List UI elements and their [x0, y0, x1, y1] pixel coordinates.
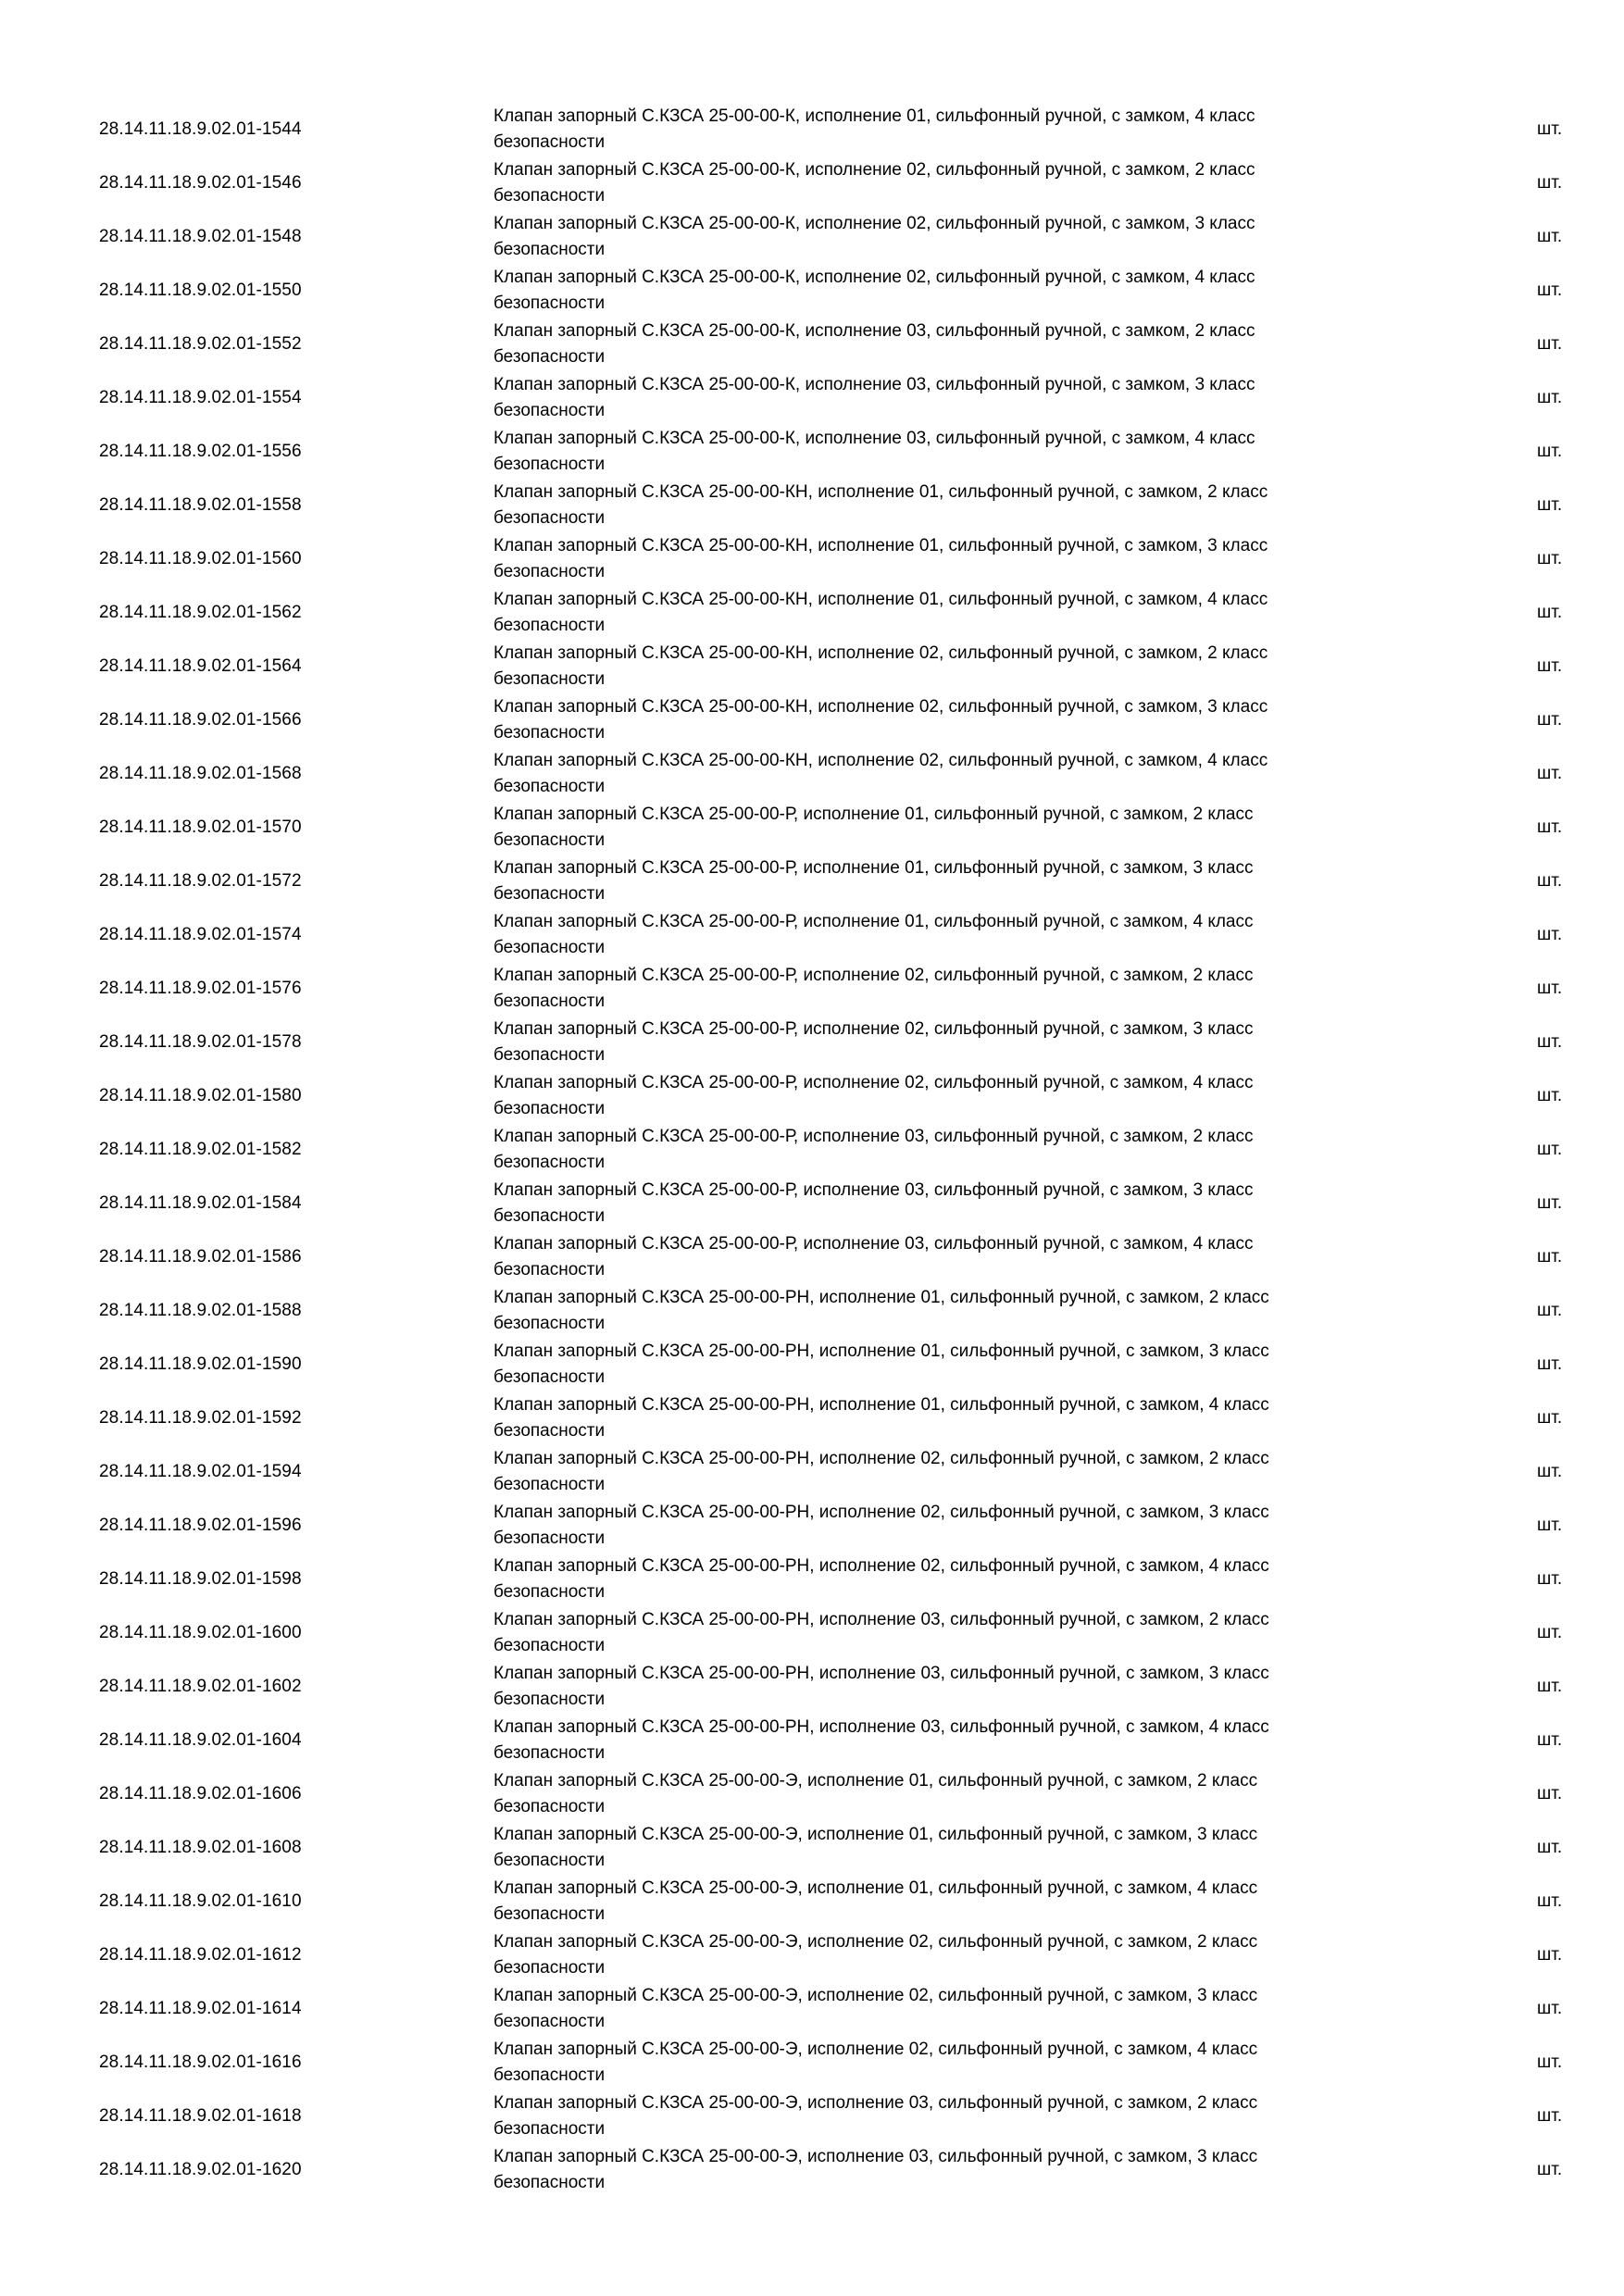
item-code: 28.14.11.18.9.02.01-1612	[99, 1945, 302, 1965]
item-description	[493, 1875, 1419, 1928]
table-row	[0, 586, 1624, 640]
item-description-line-1: Клапан запорный С.КЗСА 25-00-00-КН, исполнение 02, сильфонный ручной, с замком, 2 класс	[493, 643, 1268, 663]
item-description-line-2: безопасности	[493, 562, 606, 581]
item-code: 28.14.11.18.9.02.01-1564	[99, 656, 302, 676]
item-description-line-2: безопасности	[493, 1367, 606, 1387]
item-unit: шт.	[1537, 925, 1563, 944]
table-row	[0, 532, 1624, 586]
table-row	[0, 855, 1624, 908]
item-unit: шт.	[1537, 1140, 1563, 1159]
item-unit: шт.	[1537, 227, 1563, 246]
item-description-line-2: безопасности	[493, 1421, 606, 1441]
item-unit: шт.	[1537, 1408, 1563, 1428]
item-code: 28.14.11.18.9.02.01-1602	[99, 1677, 302, 1696]
item-description-line-2: безопасности	[493, 1797, 606, 1816]
item-description-line-1: Клапан запорный С.КЗСА 25-00-00-Э, исполнение 02, сильфонный ручной, с замком, 2 класс	[493, 1932, 1258, 1952]
table-row	[0, 1177, 1624, 1230]
item-unit: шт.	[1537, 1838, 1563, 1857]
item-description-line-1: Клапан запорный С.КЗСА 25-00-00-Э, исполнение 03, сильфонный ручной, с замком, 3 класс	[493, 2147, 1258, 2166]
item-description-line-2: безопасности	[493, 132, 606, 152]
item-description-line-2: безопасности	[493, 938, 606, 957]
item-description	[493, 2143, 1419, 2196]
table-row	[0, 318, 1624, 371]
item-code: 28.14.11.18.9.02.01-1586	[99, 1247, 302, 1267]
item-description-line-1: Клапан запорный С.КЗСА 25-00-00-РН, исполнение 02, сильфонный ручной, с замком, 2 класс	[493, 1449, 1269, 1468]
table-row	[0, 2143, 1624, 2197]
item-description	[493, 1284, 1419, 1337]
table-row	[0, 1338, 1624, 1391]
item-description-line-2: безопасности	[493, 1153, 606, 1172]
item-description-line-1: Клапан запорный С.КЗСА 25-00-00-К, исполнение 02, сильфонный ручной, с замком, 2 класс	[493, 160, 1255, 180]
item-description-line-2: безопасности	[493, 508, 606, 528]
item-unit: шт.	[1537, 1301, 1563, 1320]
table-row	[0, 1499, 1624, 1553]
item-description	[493, 1069, 1419, 1122]
item-description-line-2: безопасности	[493, 2012, 606, 2031]
item-unit: шт.	[1537, 1569, 1563, 1589]
item-description	[493, 318, 1419, 370]
table-row	[0, 2036, 1624, 2090]
item-description-line-1: Клапан запорный С.КЗСА 25-00-00-КН, исполнение 02, сильфонный ручной, с замком, 4 класс	[493, 751, 1268, 770]
item-unit: шт.	[1537, 1784, 1563, 1803]
item-description	[493, 103, 1419, 156]
item-description-line-2: безопасности	[493, 1099, 606, 1118]
item-description-line-2: безопасности	[493, 455, 606, 474]
item-description-line-1: Клапан запорный С.КЗСА 25-00-00-Э, исполнение 02, сильфонный ручной, с замком, 4 класс	[493, 2040, 1258, 2059]
table-row	[0, 264, 1624, 318]
item-description-line-1: Клапан запорный С.КЗСА 25-00-00-КН, исполнение 01, сильфонный ручной, с замком, 4 класс	[493, 590, 1268, 609]
item-code: 28.14.11.18.9.02.01-1560	[99, 549, 302, 568]
item-unit: шт.	[1537, 281, 1563, 300]
item-description	[493, 479, 1419, 531]
item-unit: шт.	[1537, 1462, 1563, 1481]
item-unit: шт.	[1537, 1730, 1563, 1750]
item-description	[493, 855, 1419, 907]
item-code: 28.14.11.18.9.02.01-1580	[99, 1086, 302, 1105]
item-unit: шт.	[1537, 1354, 1563, 1374]
item-description-line-1: Клапан запорный С.КЗСА 25-00-00-К, исполнение 03, сильфонный ручной, с замком, 4 класс	[493, 429, 1255, 448]
item-description-line-2: безопасности	[493, 293, 606, 313]
item-unit: шт.	[1537, 1032, 1563, 1052]
item-description	[493, 1606, 1419, 1659]
item-description-line-2: безопасности	[493, 2173, 606, 2192]
item-unit: шт.	[1537, 1677, 1563, 1696]
item-description-line-1: Клапан запорный С.КЗСА 25-00-00-К, исполнение 03, сильфонный ручной, с замком, 2 класс	[493, 321, 1255, 341]
item-description-line-2: безопасности	[493, 1743, 606, 1763]
item-description	[493, 801, 1419, 854]
item-description-line-2: безопасности	[493, 777, 606, 796]
table-row	[0, 1928, 1624, 1982]
item-description-line-1: Клапан запорный С.КЗСА 25-00-00-Р, исполнение 03, сильфонный ручной, с замком, 2 класс	[493, 1127, 1254, 1146]
item-description	[493, 425, 1419, 478]
item-description	[493, 1230, 1419, 1283]
item-description	[493, 1767, 1419, 1820]
item-description	[493, 1338, 1419, 1391]
table-row	[0, 479, 1624, 532]
table-row	[0, 1714, 1624, 1767]
item-description	[493, 2036, 1419, 2089]
table-row	[0, 1875, 1624, 1928]
item-description-line-2: безопасности	[493, 1582, 606, 1602]
item-description	[493, 371, 1419, 424]
table-row	[0, 156, 1624, 210]
item-unit: шт.	[1537, 1193, 1563, 1213]
table-row	[0, 1284, 1624, 1338]
item-description-line-1: Клапан запорный С.КЗСА 25-00-00-К, исполнение 01, сильфонный ручной, с замком, 4 класс	[493, 106, 1255, 126]
table-row	[0, 693, 1624, 747]
table-row	[0, 1016, 1624, 1069]
item-code: 28.14.11.18.9.02.01-1608	[99, 1838, 302, 1857]
table-row	[0, 1982, 1624, 2036]
item-description-line-1: Клапан запорный С.КЗСА 25-00-00-К, исполнение 03, сильфонный ручной, с замком, 3 класс	[493, 375, 1255, 394]
item-description-line-1: Клапан запорный С.КЗСА 25-00-00-Р, исполнение 02, сильфонный ручной, с замком, 4 класс	[493, 1073, 1254, 1092]
item-description	[493, 586, 1419, 639]
item-unit: шт.	[1537, 871, 1563, 891]
item-code: 28.14.11.18.9.02.01-1548	[99, 227, 302, 246]
table-row	[0, 103, 1624, 156]
item-code: 28.14.11.18.9.02.01-1566	[99, 710, 302, 730]
item-code: 28.14.11.18.9.02.01-1598	[99, 1569, 302, 1589]
item-description-line-2: безопасности	[493, 186, 606, 206]
item-unit: шт.	[1537, 119, 1563, 139]
table-row	[0, 1606, 1624, 1660]
item-description-line-2: безопасности	[493, 830, 606, 850]
table-row	[0, 1445, 1624, 1499]
item-description	[493, 1714, 1419, 1766]
item-unit: шт.	[1537, 1086, 1563, 1105]
item-description-line-2: безопасности	[493, 1636, 606, 1655]
item-description-line-1: Клапан запорный С.КЗСА 25-00-00-Р, исполнение 01, сильфонный ручной, с замком, 2 класс	[493, 805, 1254, 824]
item-code: 28.14.11.18.9.02.01-1610	[99, 1891, 302, 1911]
table-row	[0, 1123, 1624, 1177]
table-row	[0, 1660, 1624, 1714]
item-code: 28.14.11.18.9.02.01-1576	[99, 979, 302, 998]
item-description-line-2: безопасности	[493, 884, 606, 904]
item-description-line-1: Клапан запорный С.КЗСА 25-00-00-Р, исполнение 03, сильфонный ручной, с замком, 4 класс	[493, 1234, 1254, 1254]
item-description	[493, 693, 1419, 746]
item-description-line-1: Клапан запорный С.КЗСА 25-00-00-Р, исполнение 01, сильфонный ручной, с замком, 4 класс	[493, 912, 1254, 931]
table-row	[0, 2090, 1624, 2143]
item-code: 28.14.11.18.9.02.01-1604	[99, 1730, 302, 1750]
item-code: 28.14.11.18.9.02.01-1544	[99, 119, 302, 139]
item-description-line-2: безопасности	[493, 669, 606, 689]
item-unit: шт.	[1537, 710, 1563, 730]
item-unit: шт.	[1537, 1623, 1563, 1642]
item-description-line-2: безопасности	[493, 347, 606, 367]
item-description	[493, 532, 1419, 585]
item-unit: шт.	[1537, 1999, 1563, 2018]
item-description	[493, 1660, 1419, 1713]
item-description-line-1: Клапан запорный С.КЗСА 25-00-00-Э, исполнение 01, сильфонный ручной, с замком, 2 класс	[493, 1771, 1258, 1791]
item-code: 28.14.11.18.9.02.01-1556	[99, 442, 302, 461]
item-description-line-1: Клапан запорный С.КЗСА 25-00-00-КН, исполнение 02, сильфонный ручной, с замком, 3 класс	[493, 697, 1268, 717]
item-unit: шт.	[1537, 549, 1563, 568]
item-unit: шт.	[1537, 656, 1563, 676]
item-unit: шт.	[1537, 2106, 1563, 2126]
item-code: 28.14.11.18.9.02.01-1620	[99, 2160, 302, 2179]
item-code: 28.14.11.18.9.02.01-1614	[99, 1999, 302, 2018]
item-description-line-2: безопасности	[493, 616, 606, 635]
item-description-line-1: Клапан запорный С.КЗСА 25-00-00-РН, исполнение 03, сильфонный ручной, с замком, 3 класс	[493, 1664, 1269, 1683]
item-description-line-1: Клапан запорный С.КЗСА 25-00-00-Р, исполнение 02, сильфонный ручной, с замком, 2 класс	[493, 966, 1254, 985]
item-description-line-1: Клапан запорный С.КЗСА 25-00-00-Р, исполнение 01, сильфонный ручной, с замком, 3 класс	[493, 858, 1254, 878]
item-description	[493, 264, 1419, 317]
price-list-table	[0, 103, 1624, 2197]
item-code: 28.14.11.18.9.02.01-1568	[99, 764, 302, 783]
item-description	[493, 962, 1419, 1015]
table-row	[0, 371, 1624, 425]
item-unit: шт.	[1537, 388, 1563, 407]
item-unit: шт.	[1537, 334, 1563, 354]
table-row	[0, 640, 1624, 693]
item-description	[493, 640, 1419, 693]
item-description-line-2: безопасности	[493, 240, 606, 259]
item-description-line-2: безопасности	[493, 1045, 606, 1065]
item-description-line-1: Клапан запорный С.КЗСА 25-00-00-РН, исполнение 03, сильфонный ручной, с замком, 4 класс	[493, 1717, 1269, 1737]
item-code: 28.14.11.18.9.02.01-1572	[99, 871, 302, 891]
item-description	[493, 1445, 1419, 1498]
item-description-line-2: безопасности	[493, 1260, 606, 1279]
item-description-line-1: Клапан запорный С.КЗСА 25-00-00-Э, исполнение 03, сильфонный ручной, с замком, 2 класс	[493, 2093, 1258, 2113]
item-description-line-1: Клапан запорный С.КЗСА 25-00-00-КН, исполнение 01, сильфонный ручной, с замком, 2 класс	[493, 482, 1268, 502]
table-row	[0, 425, 1624, 479]
item-code: 28.14.11.18.9.02.01-1590	[99, 1354, 302, 1374]
item-unit: шт.	[1537, 1247, 1563, 1267]
item-description	[493, 1928, 1419, 1981]
item-description-line-1: Клапан запорный С.КЗСА 25-00-00-РН, исполнение 02, сильфонный ручной, с замком, 4 класс	[493, 1556, 1269, 1576]
item-code: 28.14.11.18.9.02.01-1550	[99, 281, 302, 300]
item-description	[493, 1982, 1419, 2035]
item-description-line-2: безопасности	[493, 1475, 606, 1494]
item-description-line-2: безопасности	[493, 1904, 606, 1924]
table-row	[0, 1821, 1624, 1875]
item-description-line-1: Клапан запорный С.КЗСА 25-00-00-РН, исполнение 01, сильфонный ручной, с замком, 4 класс	[493, 1395, 1269, 1415]
item-code: 28.14.11.18.9.02.01-1606	[99, 1784, 302, 1803]
item-description-line-1: Клапан запорный С.КЗСА 25-00-00-Э, исполнение 01, сильфонный ручной, с замком, 3 класс	[493, 1825, 1258, 1844]
item-code: 28.14.11.18.9.02.01-1600	[99, 1623, 302, 1642]
item-description	[493, 1016, 1419, 1068]
item-code: 28.14.11.18.9.02.01-1562	[99, 603, 302, 622]
item-unit: шт.	[1537, 817, 1563, 837]
item-description-line-1: Клапан запорный С.КЗСА 25-00-00-РН, исполнение 03, сильфонный ручной, с замком, 2 класс	[493, 1610, 1269, 1629]
item-code: 28.14.11.18.9.02.01-1594	[99, 1462, 302, 1481]
item-description	[493, 2090, 1419, 2142]
item-code: 28.14.11.18.9.02.01-1618	[99, 2106, 302, 2126]
item-description	[493, 1177, 1419, 1229]
item-unit: шт.	[1537, 442, 1563, 461]
item-description	[493, 1553, 1419, 1605]
item-code: 28.14.11.18.9.02.01-1552	[99, 334, 302, 354]
item-unit: шт.	[1537, 979, 1563, 998]
item-description-line-1: Клапан запорный С.КЗСА 25-00-00-К, исполнение 02, сильфонный ручной, с замком, 3 класс	[493, 214, 1255, 233]
item-unit: шт.	[1537, 1516, 1563, 1535]
item-description-line-2: безопасности	[493, 1851, 606, 1870]
item-unit: шт.	[1537, 495, 1563, 515]
item-description	[493, 1821, 1419, 1874]
item-unit: шт.	[1537, 2053, 1563, 2072]
table-row	[0, 1553, 1624, 1606]
item-code: 28.14.11.18.9.02.01-1596	[99, 1516, 302, 1535]
table-row	[0, 801, 1624, 855]
item-code: 28.14.11.18.9.02.01-1588	[99, 1301, 302, 1320]
item-code: 28.14.11.18.9.02.01-1584	[99, 1193, 302, 1213]
item-description-line-2: безопасности	[493, 2065, 606, 2085]
item-description-line-2: безопасности	[493, 1690, 606, 1709]
table-row	[0, 1391, 1624, 1445]
item-description-line-2: безопасности	[493, 401, 606, 420]
item-description-line-2: безопасности	[493, 1206, 606, 1226]
item-unit: шт.	[1537, 1945, 1563, 1965]
item-description-line-2: безопасности	[493, 723, 606, 742]
item-unit: шт.	[1537, 603, 1563, 622]
item-description-line-1: Клапан запорный С.КЗСА 25-00-00-КН, исполнение 01, сильфонный ручной, с замком, 3 класс	[493, 536, 1268, 555]
item-description-line-1: Клапан запорный С.КЗСА 25-00-00-Р, исполнение 03, сильфонный ручной, с замком, 3 класс	[493, 1180, 1254, 1200]
item-description	[493, 1499, 1419, 1552]
item-description	[493, 908, 1419, 961]
item-code: 28.14.11.18.9.02.01-1616	[99, 2053, 302, 2072]
item-code: 28.14.11.18.9.02.01-1574	[99, 925, 302, 944]
item-code: 28.14.11.18.9.02.01-1582	[99, 1140, 302, 1159]
item-unit: шт.	[1537, 173, 1563, 193]
item-description-line-2: безопасности	[493, 1314, 606, 1333]
item-description-line-1: Клапан запорный С.КЗСА 25-00-00-РН, исполнение 01, сильфонный ручной, с замком, 2 класс	[493, 1288, 1269, 1307]
item-unit: шт.	[1537, 1891, 1563, 1911]
item-description-line-2: безопасности	[493, 1958, 606, 1978]
item-unit: шт.	[1537, 764, 1563, 783]
item-description-line-2: безопасности	[493, 2119, 606, 2139]
item-code: 28.14.11.18.9.02.01-1592	[99, 1408, 302, 1428]
item-description-line-2: безопасности	[493, 992, 606, 1011]
item-code: 28.14.11.18.9.02.01-1570	[99, 817, 302, 837]
item-code: 28.14.11.18.9.02.01-1558	[99, 495, 302, 515]
item-description	[493, 1391, 1419, 1444]
item-code: 28.14.11.18.9.02.01-1578	[99, 1032, 302, 1052]
table-row	[0, 1230, 1624, 1284]
table-row	[0, 747, 1624, 801]
table-row	[0, 962, 1624, 1016]
item-unit: шт.	[1537, 2160, 1563, 2179]
item-description-line-1: Клапан запорный С.КЗСА 25-00-00-РН, исполнение 01, сильфонный ручной, с замком, 3 класс	[493, 1341, 1269, 1361]
item-description	[493, 156, 1419, 209]
table-row	[0, 1767, 1624, 1821]
item-description-line-2: безопасности	[493, 1529, 606, 1548]
item-description-line-1: Клапан запорный С.КЗСА 25-00-00-РН, исполнение 02, сильфонный ручной, с замком, 3 класс	[493, 1503, 1269, 1522]
table-row	[0, 210, 1624, 264]
item-description	[493, 747, 1419, 800]
item-description	[493, 1123, 1419, 1176]
item-description-line-1: Клапан запорный С.КЗСА 25-00-00-Э, исполнение 02, сильфонный ручной, с замком, 3 класс	[493, 1986, 1258, 2005]
item-code: 28.14.11.18.9.02.01-1554	[99, 388, 302, 407]
item-description-line-1: Клапан запорный С.КЗСА 25-00-00-К, исполнение 02, сильфонный ручной, с замком, 4 класс	[493, 268, 1255, 287]
item-description	[493, 210, 1419, 263]
table-row	[0, 1069, 1624, 1123]
item-description-line-1: Клапан запорный С.КЗСА 25-00-00-Р, исполнение 02, сильфонный ручной, с замком, 3 класс	[493, 1019, 1254, 1039]
table-row	[0, 908, 1624, 962]
item-description-line-1: Клапан запорный С.КЗСА 25-00-00-Э, исполнение 01, сильфонный ручной, с замком, 4 класс	[493, 1878, 1258, 1898]
item-code: 28.14.11.18.9.02.01-1546	[99, 173, 302, 193]
